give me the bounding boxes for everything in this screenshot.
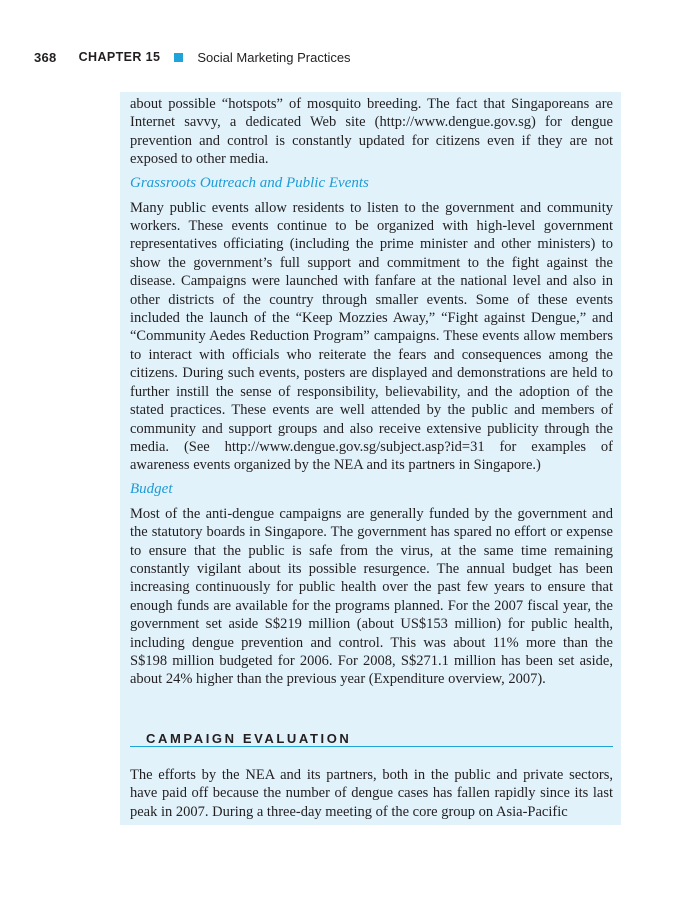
chapter-title: Social Marketing Practices [197, 49, 351, 65]
section-heading: CAMPAIGN EVALUATION [146, 731, 352, 746]
box-content [130, 95, 613, 689]
section-heading-rule [130, 730, 613, 747]
running-header [34, 47, 351, 67]
paragraph-budget: Most of the anti-dengue campaigns are generally funded by the government and the statutory boards in Singapore. The government has spared no effort or expense to ensure that the public is safe from the virus, at the same time remaining constantly vigilant about its possible resurgence. The annual budget has been increasing continuously for public health over the past few years to ensure that enough funds are available for the programs planned. For the 2007 fiscal year, the government set aside S$219 million (about US$153 million) for public health, including dengue prevention and control. This was about 11% more than the S$198 million budgeted for 2006. For 2008, S$271.1 million has been set aside, about 24% higher than the previous year (Expenditure overview, 2007). [130, 505, 613, 688]
subhead-budget: Budget [130, 480, 173, 497]
paragraph-public-events: Many public events allow residents to listen to the government and community workers. These events continue to be organized with high-level government representatives officiating (including the prime minister and other ministers) to show the government’s full support and commitment to the fight against the disease. Campaigns were launched with fanfare at the national level and also in other districts of the country through smaller events. Some of these events included the launch of the “Keep Mozzies Away,” “Fight against Dengue,” and “Community Aedes Reduction Program” campaigns. These events allow members to interact with officials who reiterate the fears and consequences among the citizens. During such events, posters are displayed and demonstrations are held to further instill the sense of responsibility, believability, and the adoption of the stated practices. These events are well attended by the public and members of community and support groups and also receive extensive publicity through the media. (See http://www.dengue.gov.sg/subject.asp?id=31 for examples of awareness events organized by the NEA and its partners in Singapore.) [130, 199, 613, 474]
chapter-label: CHAPTER 15 [78, 50, 161, 64]
page-number: 368 [34, 49, 57, 65]
paragraph-evaluation: The efforts by the NEA and its partners, both in the public and private sectors, have paid off because the number of dengue cases has fallen rapidly since its last peak in 2007. During a three-day meeting of the core group on Asia-Pacific [130, 767, 613, 820]
evaluation-content [130, 766, 613, 821]
subhead-grassroots: Grassroots Outreach and Public Events [130, 174, 369, 191]
square-bullet-icon [174, 53, 183, 62]
paragraph-hotspots: about possible “hotspots” of mosquito breeding. The fact that Singaporeans are Internet savvy, a dedicated Web site (http://www.dengue.gov.sg) for dengue prevention and control is constantly updated for citizens even if they are not exposed to other media. [130, 96, 613, 168]
